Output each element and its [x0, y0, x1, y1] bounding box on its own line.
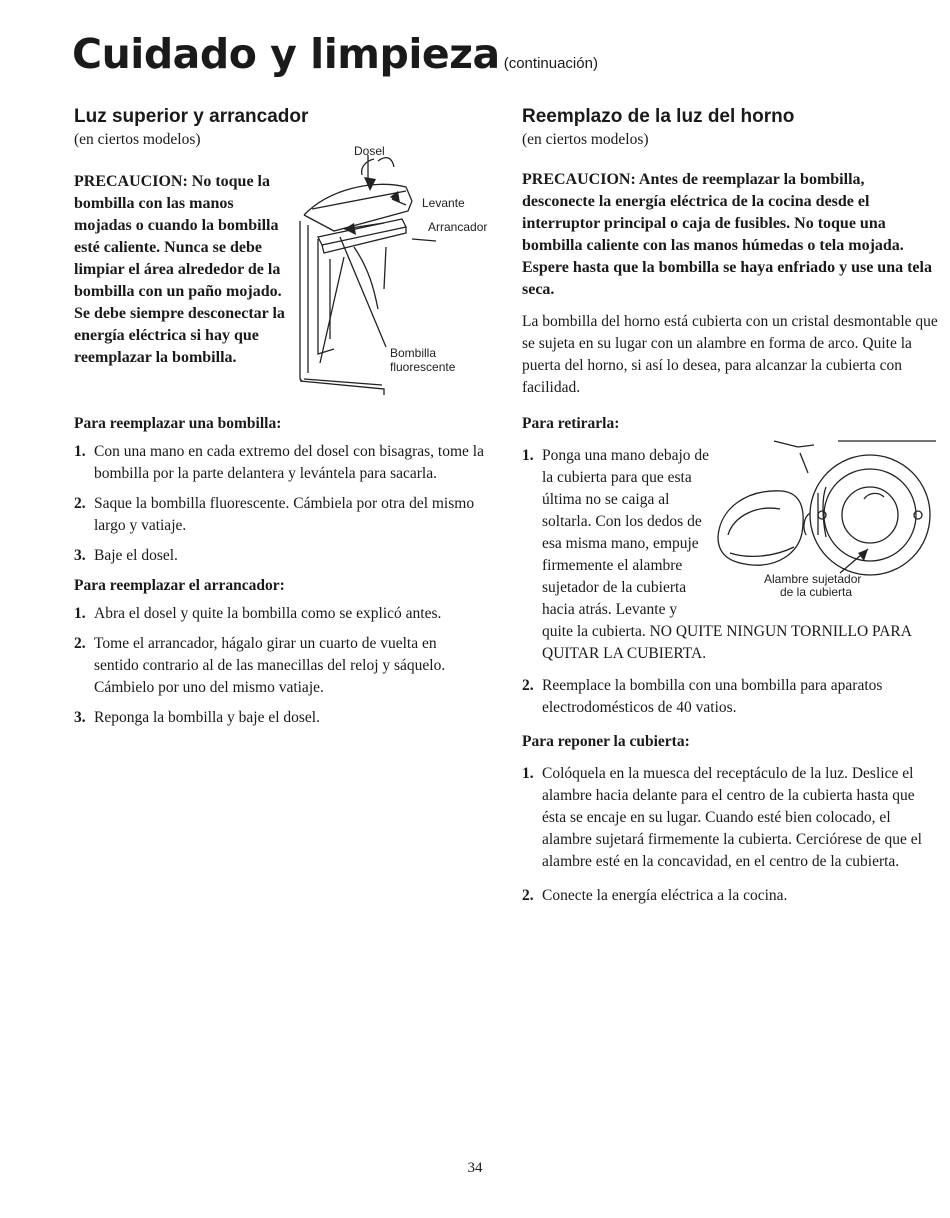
page-number: 34: [467, 1160, 483, 1176]
right-column: [522, 105, 940, 907]
list-item: [74, 493, 484, 537]
caution-block: [74, 144, 488, 397]
remove-step-1: [522, 445, 940, 665]
step-text: Conecte la energía eléctrica a la cocina.: [542, 887, 788, 904]
step-number: 2.: [74, 495, 86, 512]
step-number: 2.: [74, 635, 86, 652]
caution-text: PRECAUCION: No toque la bombilla con las manos mojadas o cuando la bombilla esté caliente. Nunca se debe limpiar el área alrededor de la bombilla con un paño mojado. Se debe siempre desconectar la energía eléctrica si hay que reemplazar la bombilla.: [74, 173, 285, 366]
page-title: [72, 30, 598, 78]
section-subtitle: (en ciertos modelos): [74, 131, 201, 148]
section-subtitle: (en ciertos modelos): [522, 131, 649, 148]
figure-label-line2: de la cubierta: [780, 585, 853, 599]
step-number: 1.: [74, 443, 86, 460]
figure-label-line1: Alambre sujetador: [764, 572, 862, 586]
step-text: Tome el arrancador, hágalo girar un cuarto de vuelta en sentido contrario al de las manecillas del reloj y sáquelo. Cámbielo por uno del mismo vatiaje.: [94, 635, 446, 696]
intro-paragraph: La bombilla del horno está cubierta con un cristal desmontable que se sujeta en su lugar con un alambre en forma de arco. Quite la puerta del horno, si así lo desea, para alcanzar la cubierta con facilidad.: [522, 313, 938, 396]
list-item: [74, 707, 484, 729]
step-text: Con una mano en cada extremo del dosel con bisagras, tome la bombilla por la parte delantera y levántela para sacarla.: [94, 443, 484, 482]
replace-bulb-heading: Para reemplazar una bombilla:: [74, 415, 282, 432]
label-lift: Levante: [422, 196, 465, 210]
list-item: [74, 441, 484, 485]
caution-text: PRECAUCION: Antes de reemplazar la bombilla, desconecte la energía eléctrica de la cocina desde el interruptor principal o caja de fusibles. No toque una bombilla caliente con las manos húmedas o tela mojada. Espere hasta que la bombilla se haya enfriado y use una tela seca.: [522, 171, 932, 298]
list-item: [522, 763, 940, 873]
label-bulb-line2: fluorescente: [390, 360, 456, 374]
step-number: 2.: [522, 887, 534, 904]
step-text: Reemplace la bombilla con una bombilla para aparatos electrodomésticos de 40 vatios.: [542, 677, 883, 716]
replace-starter-heading: Para reemplazar el arrancador:: [74, 577, 285, 594]
page-title-continuation: (continuación): [503, 55, 598, 72]
step-text: Reponga la bombilla y baje el dosel.: [94, 709, 320, 726]
oven-light-cover-diagram: [718, 437, 938, 599]
label-bulb-line1: Bombilla: [390, 346, 437, 360]
step-number: 3.: [74, 547, 86, 564]
page-title-main: Cuidado y limpieza: [72, 30, 500, 78]
step-text: Colóquela en la muesca del receptáculo de la luz. Deslice el alambre hacia delante para el centro de la cubierta hasta que ésta se encaje en su lugar. Cuando esté bien colocado, el alambre sujetará firmemente la cubierta. Cerciórese de que el alambre esté en la concavidad, en el centro de la cubierta.: [542, 765, 922, 870]
list-item: [74, 633, 484, 699]
step-text-wrapped: Ponga una mano debajo de la cubierta para que esta última no se caiga al soltarla. Con los dedos de esa misma mano, empuje firmemente el alambre sujetador de la cubierta hacia atrás. Levante y: [542, 447, 710, 618]
canopy-light-diagram: [274, 144, 494, 409]
step-number: 1.: [522, 765, 534, 782]
replace-cover-steps: [522, 763, 940, 907]
list-item: [74, 603, 484, 625]
remove-step-2-list: [522, 675, 940, 719]
label-canopy: Dosel: [354, 144, 385, 158]
label-starter: Arrancador: [428, 220, 488, 234]
replace-cover-heading: Para reponer la cubierta:: [522, 733, 690, 750]
step-number: 2.: [522, 677, 534, 694]
remove-heading: Para retirarla:: [522, 415, 620, 432]
left-column: [74, 105, 488, 737]
replace-starter-steps: [74, 603, 484, 729]
list-item: [74, 545, 484, 567]
step-text: Saque la bombilla fluorescente. Cámbiela por otra del mismo largo y vatiaje.: [94, 495, 475, 534]
step-number: 3.: [74, 709, 86, 726]
list-item: [522, 885, 940, 907]
section-heading-oven-light: Reemplazo de la luz del horno: [522, 106, 795, 127]
list-item: [522, 675, 940, 719]
step-number: 1.: [522, 447, 534, 464]
section-heading-top-light: Luz superior y arrancador: [74, 106, 309, 127]
step-text-continued: quite la cubierta. NO QUITE NINGUN TORNILLO PARA QUITAR LA CUBIERTA.: [542, 623, 912, 662]
step-number: 1.: [74, 605, 86, 622]
step-text: Baje el dosel.: [94, 547, 178, 564]
step-text: Abra el dosel y quite la bombilla como se explicó antes.: [94, 605, 442, 622]
replace-bulb-steps: [74, 441, 484, 567]
